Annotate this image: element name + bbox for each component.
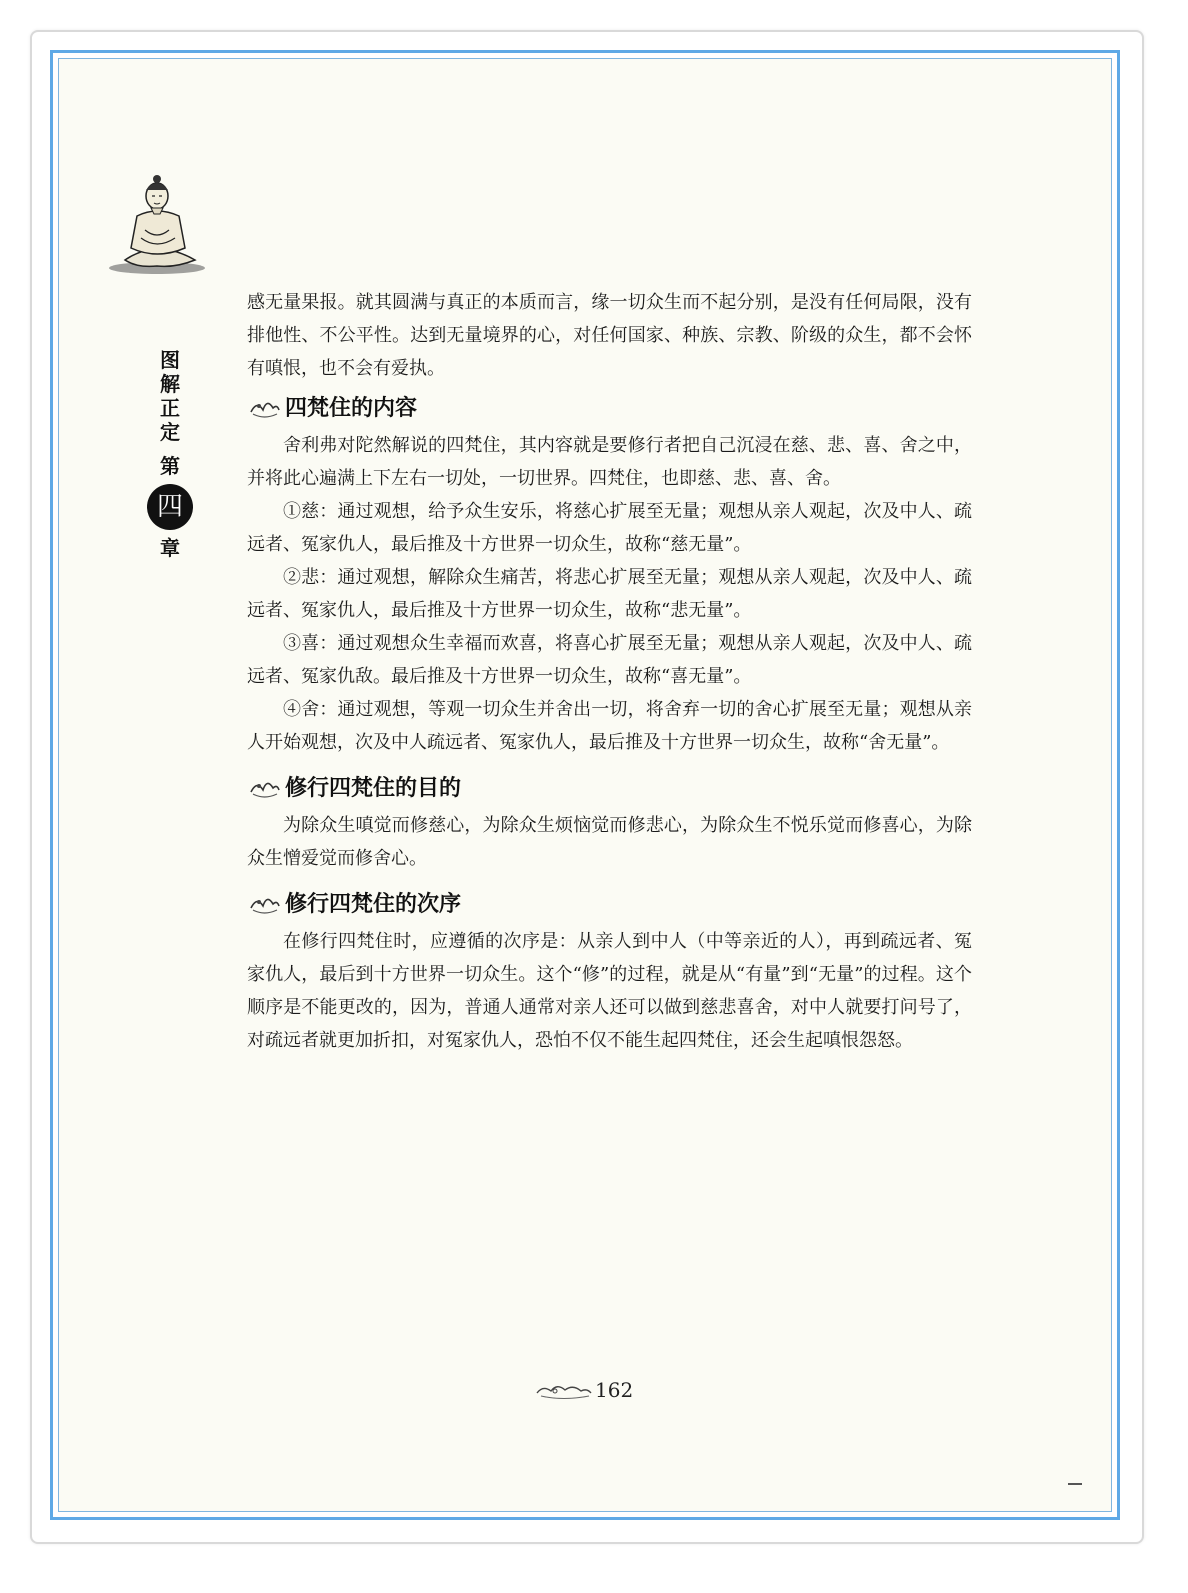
side-title-char: 定 [160, 420, 180, 444]
section-paragraph: ①慈：通过观想，给予众生安乐，将慈心扩展至无量；观想从亲人观起，次及中人、疏远者、冤家仇人，最后推及十方世界一切众生，故称“慈无量”。 [247, 501, 972, 555]
section-paragraph: ②悲：通过观想，解除众生痛苦，将悲心扩展至无量；观想从亲人观起，次及中人、疏远者、冤家仇人，最后推及十方世界一切众生，故称“悲无量”。 [247, 567, 972, 621]
corner-mark [1068, 1483, 1082, 1485]
side-title-char: 图 [160, 348, 180, 372]
cloud-ornament-icon [535, 1379, 593, 1401]
page-footer [535, 1375, 645, 1405]
chapter-number-badge: 四 [147, 484, 193, 530]
seated-buddha-icon [105, 168, 210, 278]
section-paragraph: 在修行四梵住时，应遵循的次序是：从亲人到中人（中等亲近的人），再到疏远者、冤家仇人，最后到十方世界一切众生。这个“修”的过程，就是从“有量”到“无量”的过程。这个顺序是不能更改的，因为，普通人通常对亲人还可以做到慈悲喜舍，对中人就要打问号了，对疏远者就更加折扣，对冤家仇人，恐怕不仅不能生起四梵住，还会生起嗔恨怨怒。 [247, 931, 972, 1051]
section-heading [247, 887, 972, 921]
section-paragraph: ④舍：通过观想，等观一切众生并舍出一切，将舍弃一切的舍心扩展至无量；观想从亲人开始观想，次及中人疏远者、冤家仇人，最后推及十方世界一切众生，故称“舍无量”。 [247, 699, 972, 753]
lotus-icon [247, 776, 281, 800]
main-content [247, 286, 972, 1057]
side-title-char: 解 [160, 372, 180, 396]
section-heading-text: 修行四梵住的目的 [285, 775, 462, 801]
section-heading [247, 391, 972, 425]
section-paragraph: 为除众生嗔觉而修慈心，为除众生烦恼觉而修悲心，为除众生不悦乐觉而修喜心，为除众生憎爱觉而修舍心。 [247, 815, 972, 869]
section-paragraph: 舍利弗对陀然解说的四梵住，其内容就是要修行者把自己沉浸在慈、悲、喜、舍之中，并将此心遍满上下左右一切处，一切世界。四梵住，也即慈、悲、喜、舍。 [247, 435, 972, 489]
intro-paragraph: 感无量果报。就其圆满与真正的本质而言，缘一切众生而不起分别，是没有任何局限，没有排他性、不公平性。达到无量境界的心，对任何国家、种族、宗教、阶级的众生，都不会怀有嗔恨，也不会有爱执。 [247, 292, 972, 379]
section-heading [247, 771, 972, 805]
side-title-char: 正 [160, 396, 180, 420]
lotus-icon [247, 892, 281, 916]
section-heading-text: 修行四梵住的次序 [285, 891, 462, 917]
chapter-prefix: 第 [160, 454, 180, 478]
chapter-side-title [148, 348, 192, 560]
page-number: 162 [595, 1378, 634, 1402]
section-paragraph: ③喜：通过观想众生幸福而欢喜，将喜心扩展至无量；观想从亲人观起，次及中人、疏远者、冤家仇敌。最后推及十方世界一切众生，故称“喜无量”。 [247, 633, 972, 687]
section-heading-text: 四梵住的内容 [285, 395, 418, 421]
lotus-icon [247, 396, 281, 420]
chapter-suffix: 章 [160, 536, 180, 560]
